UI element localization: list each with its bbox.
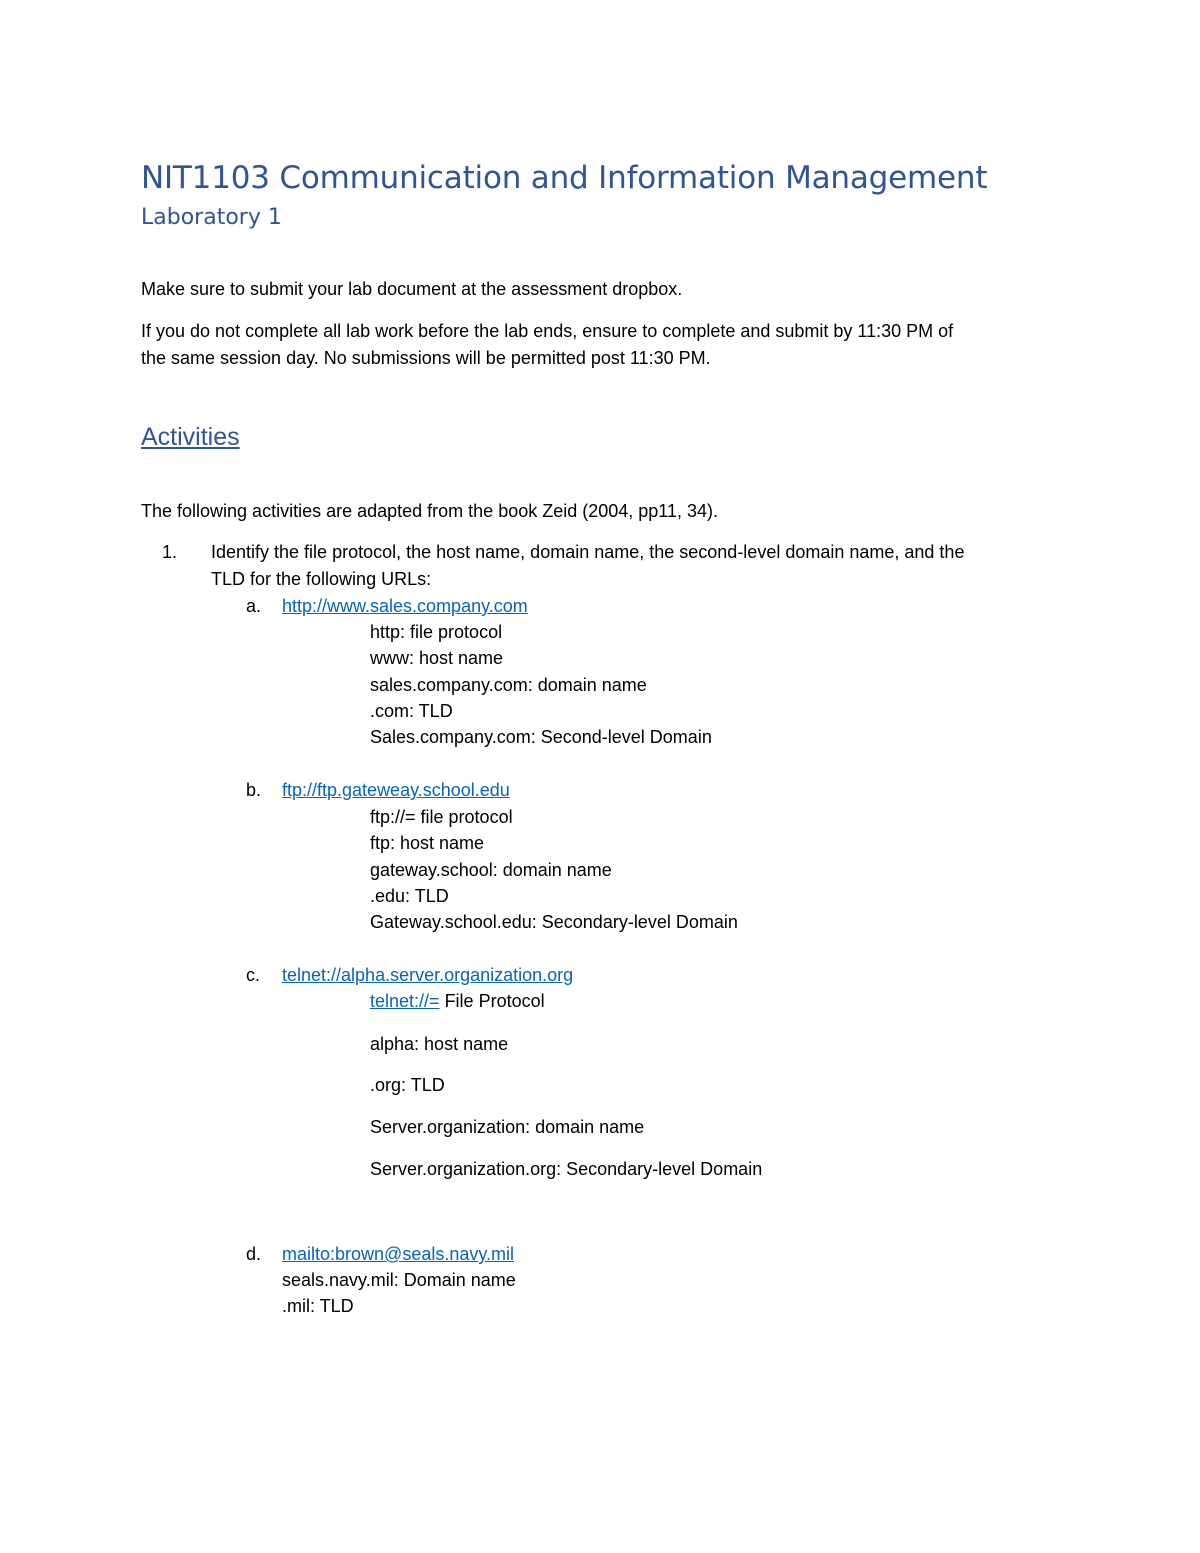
- item-marker-d: d.: [246, 1244, 262, 1264]
- answer-c-3: .org: TLD: [370, 1075, 445, 1095]
- url-link-d[interactable]: mailto:brown@seals.navy.mil: [282, 1244, 515, 1264]
- answer-a-4: .com: TLD: [370, 701, 453, 721]
- url-a-container: [282, 593, 528, 619]
- question-number: 1.: [162, 542, 178, 562]
- answer-a-5: Sales.company.com: Second-level Domain: [370, 727, 712, 747]
- answer-c-1: [370, 988, 545, 1014]
- deadline-paragraph-line-2: the same session day. No submissions will be permitted post 11:30 PM.: [141, 348, 711, 368]
- url-link-a[interactable]: http://www.sales.company.com: [282, 596, 528, 616]
- answer-b-4: .edu: TLD: [370, 886, 449, 906]
- answer-d-1: seals.navy.mil: Domain name: [282, 1270, 516, 1290]
- document-subtitle: Laboratory 1: [141, 205, 282, 230]
- answer-c-1-text: File Protocol: [439, 991, 545, 1011]
- activities-heading: Activities: [141, 423, 240, 451]
- answer-c-2: alpha: host name: [370, 1034, 509, 1054]
- answer-a-3: sales.company.com: domain name: [370, 675, 647, 695]
- item-marker-a: a.: [246, 596, 262, 616]
- url-d-container: [282, 1241, 514, 1267]
- url-c-container: [282, 962, 573, 988]
- answer-b-5: Gateway.school.edu: Secondary-level Domain: [370, 912, 738, 932]
- answer-d-2: .mil: TLD: [282, 1296, 354, 1316]
- question-text-line-1: Identify the file protocol, the host name, domain name, the second-level domain name, and the: [211, 542, 965, 562]
- answer-b-3: gateway.school: domain name: [370, 860, 612, 880]
- answer-c-4: Server.organization: domain name: [370, 1117, 645, 1137]
- answer-b-2: ftp: host name: [370, 833, 485, 853]
- answer-b-1: ftp://= file protocol: [370, 807, 513, 827]
- activities-intro: The following activities are adapted from the book Zeid (2004, pp11, 34).: [141, 501, 719, 521]
- item-marker-c: c.: [246, 965, 261, 985]
- telnet-protocol-link[interactable]: telnet://=: [370, 991, 440, 1011]
- answer-a-1: http: file protocol: [370, 622, 503, 642]
- answer-a-2: www: host name: [370, 648, 504, 668]
- document-title: NIT1103 Communication and Information Management: [141, 160, 988, 196]
- deadline-paragraph-line-1: If you do not complete all lab work before the lab ends, ensure to complete and submit by 11:30 PM of: [141, 321, 954, 341]
- url-link-c[interactable]: telnet://alpha.server.organization.org: [282, 965, 574, 985]
- url-link-b[interactable]: ftp://ftp.gateweay.school.edu: [282, 780, 510, 800]
- question-text-line-2: TLD for the following URLs:: [211, 569, 432, 589]
- item-marker-b: b.: [246, 780, 262, 800]
- answer-c-5: Server.organization.org: Secondary-level Domain: [370, 1159, 763, 1179]
- intro-paragraph: Make sure to submit your lab document at the assessment dropbox.: [141, 279, 683, 299]
- url-b-container: [282, 777, 510, 803]
